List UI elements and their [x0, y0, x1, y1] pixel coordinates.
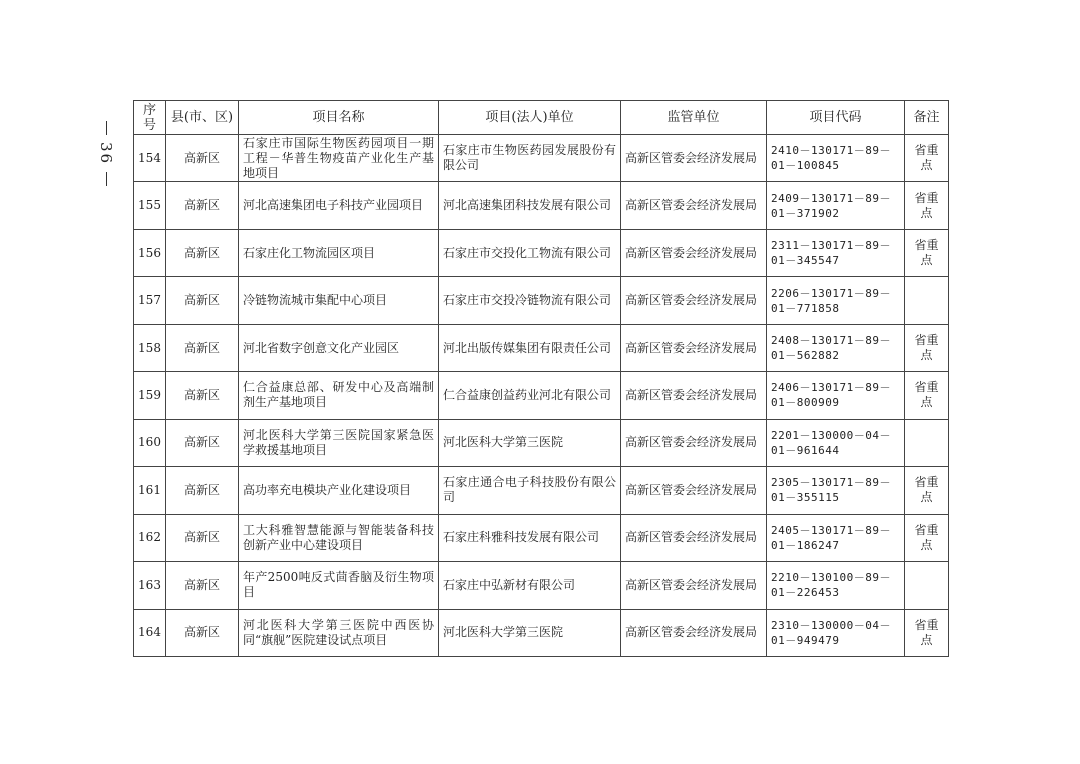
page-number-text: 36: [97, 142, 115, 166]
cell-supervisor: 高新区管委会经济发展局: [621, 514, 767, 561]
cell-no: 163: [134, 562, 166, 609]
page-number: [92, 118, 120, 198]
cell-no: 156: [134, 229, 166, 276]
cell-county: 高新区: [166, 609, 239, 656]
cell-county: 高新区: [166, 467, 239, 514]
table-row: [134, 562, 949, 609]
cell-supervisor: 高新区管委会经济发展局: [621, 135, 767, 182]
cell-county: 高新区: [166, 419, 239, 466]
header-name: 项目名称: [239, 101, 439, 135]
cell-no: 162: [134, 514, 166, 561]
cell-no: 161: [134, 467, 166, 514]
cell-no: 157: [134, 277, 166, 324]
divider: [106, 121, 107, 135]
table-row: [134, 135, 949, 182]
table-row: [134, 467, 949, 514]
cell-note: [905, 562, 949, 609]
cell-unit: 河北出版传媒集团有限责任公司: [439, 324, 621, 371]
table-row: [134, 229, 949, 276]
cell-supervisor: 高新区管委会经济发展局: [621, 467, 767, 514]
cell-name: 仁合益康总部、研发中心及高端制剂生产基地项目: [239, 372, 439, 419]
cell-supervisor: 高新区管委会经济发展局: [621, 324, 767, 371]
cell-name: 石家庄化工物流园区项目: [239, 229, 439, 276]
cell-name: 河北高速集团电子科技产业园项目: [239, 182, 439, 229]
cell-unit: 河北医科大学第三医院: [439, 419, 621, 466]
cell-note: 省重点: [905, 372, 949, 419]
cell-name: 冷链物流城市集配中心项目: [239, 277, 439, 324]
cell-unit: 河北医科大学第三医院: [439, 609, 621, 656]
table-row: [134, 182, 949, 229]
cell-supervisor: 高新区管委会经济发展局: [621, 372, 767, 419]
cell-county: 高新区: [166, 229, 239, 276]
cell-code: 2305－130171－89－01－355115: [767, 467, 905, 514]
cell-unit: 石家庄中弘新材有限公司: [439, 562, 621, 609]
cell-name: 石家庄市国际生物医药园项目一期工程－华普生物疫苗产业化生产基地项目: [239, 135, 439, 182]
cell-county: 高新区: [166, 514, 239, 561]
header-note: 备注: [905, 101, 949, 135]
cell-note: 省重点: [905, 467, 949, 514]
cell-note: 省重点: [905, 229, 949, 276]
cell-code: 2206－130171－89－01－771858: [767, 277, 905, 324]
cell-unit: 石家庄市交投冷链物流有限公司: [439, 277, 621, 324]
cell-unit: 石家庄通合电子科技股份有限公司: [439, 467, 621, 514]
cell-unit: 仁合益康创益药业河北有限公司: [439, 372, 621, 419]
cell-supervisor: 高新区管委会经济发展局: [621, 609, 767, 656]
header-no: 序号: [134, 101, 166, 135]
cell-code: 2405－130171－89－01－186247: [767, 514, 905, 561]
cell-county: 高新区: [166, 135, 239, 182]
cell-note: 省重点: [905, 609, 949, 656]
cell-county: 高新区: [166, 324, 239, 371]
cell-unit: 石家庄市生物医药园发展股份有限公司: [439, 135, 621, 182]
table-header-row: [134, 101, 949, 135]
table-row: [134, 514, 949, 561]
cell-code: 2406－130171－89－01－800909: [767, 372, 905, 419]
header-code: 项目代码: [767, 101, 905, 135]
cell-note: 省重点: [905, 135, 949, 182]
cell-name: 工大科雅智慧能源与智能装备科技创新产业中心建设项目: [239, 514, 439, 561]
cell-name: 年产2500吨反式茴香脑及衍生物项目: [239, 562, 439, 609]
cell-county: 高新区: [166, 277, 239, 324]
cell-note: 省重点: [905, 324, 949, 371]
cell-no: 155: [134, 182, 166, 229]
header-supervisor: 监管单位: [621, 101, 767, 135]
cell-supervisor: 高新区管委会经济发展局: [621, 419, 767, 466]
cell-unit: 石家庄市交投化工物流有限公司: [439, 229, 621, 276]
cell-code: 2310－130000－04－01－949479: [767, 609, 905, 656]
cell-no: 158: [134, 324, 166, 371]
cell-name: 河北医科大学第三医院国家紧急医学救援基地项目: [239, 419, 439, 466]
cell-code: 2408－130171－89－01－562882: [767, 324, 905, 371]
cell-supervisor: 高新区管委会经济发展局: [621, 182, 767, 229]
header-county: 县(市、区): [166, 101, 239, 135]
cell-name: 河北省数字创意文化产业园区: [239, 324, 439, 371]
cell-code: 2311－130171－89－01－345547: [767, 229, 905, 276]
cell-note: 省重点: [905, 182, 949, 229]
cell-no: 160: [134, 419, 166, 466]
table-row: [134, 419, 949, 466]
table-row: [134, 372, 949, 419]
cell-supervisor: 高新区管委会经济发展局: [621, 229, 767, 276]
cell-supervisor: 高新区管委会经济发展局: [621, 562, 767, 609]
cell-note: 省重点: [905, 514, 949, 561]
cell-unit: 河北高速集团科技发展有限公司: [439, 182, 621, 229]
table-row: [134, 609, 949, 656]
table-row: [134, 324, 949, 371]
cell-unit: 石家庄科雅科技发展有限公司: [439, 514, 621, 561]
cell-no: 159: [134, 372, 166, 419]
cell-county: 高新区: [166, 562, 239, 609]
cell-name: 高功率充电模块产业化建设项目: [239, 467, 439, 514]
cell-name: 河北医科大学第三医院中西医协同“旗舰”医院建设试点项目: [239, 609, 439, 656]
divider: [106, 172, 107, 186]
cell-note: [905, 277, 949, 324]
cell-code: 2410－130171－89－01－100845: [767, 135, 905, 182]
cell-county: 高新区: [166, 372, 239, 419]
cell-county: 高新区: [166, 182, 239, 229]
cell-code: 2210－130100－89－01－226453: [767, 562, 905, 609]
table-row: [134, 277, 949, 324]
header-unit: 项目(法人)单位: [439, 101, 621, 135]
cell-code: 2409－130171－89－01－371902: [767, 182, 905, 229]
cell-note: [905, 419, 949, 466]
cell-code: 2201－130000－04－01－961644: [767, 419, 905, 466]
cell-no: 154: [134, 135, 166, 182]
cell-supervisor: 高新区管委会经济发展局: [621, 277, 767, 324]
cell-no: 164: [134, 609, 166, 656]
project-table: [133, 100, 949, 657]
